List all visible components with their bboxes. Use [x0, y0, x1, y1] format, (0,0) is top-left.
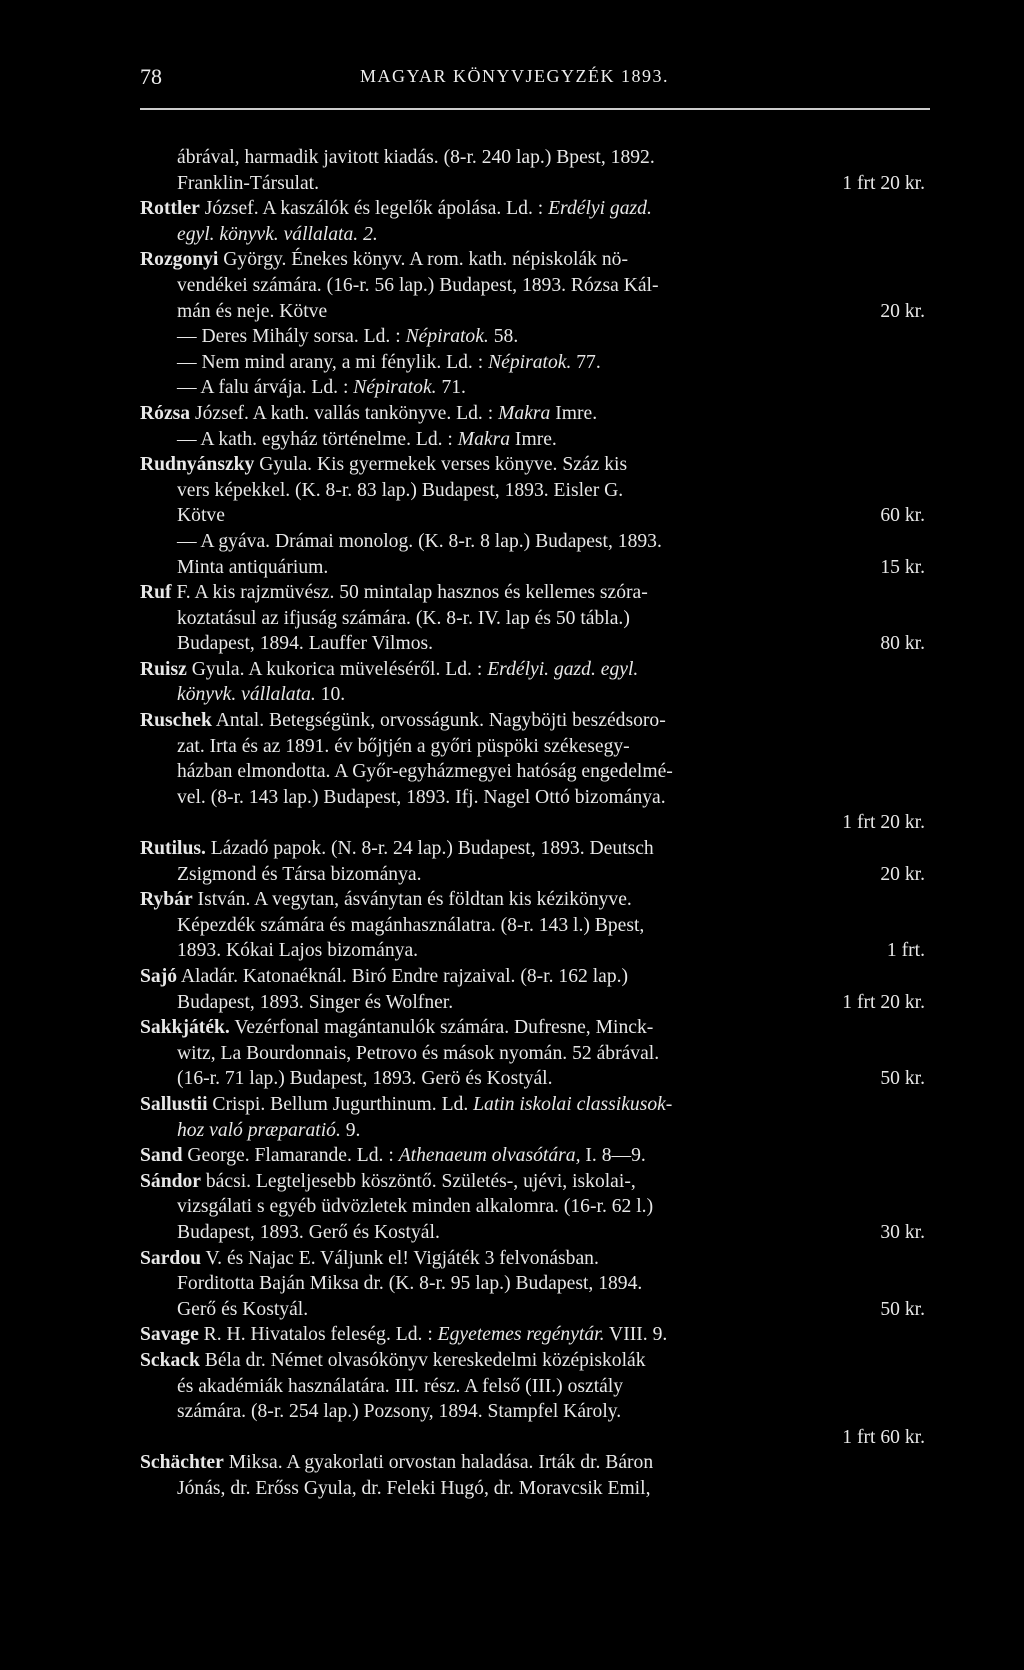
author-name: Rottler: [140, 198, 200, 220]
entry-text-tail: Imre.: [550, 402, 598, 424]
catalogue-line: [140, 964, 925, 990]
catalogue-line: [140, 1297, 925, 1323]
catalogue-line: [140, 1220, 925, 1246]
page-number: 78: [140, 64, 162, 89]
entry-text: Lázadó papok. (N. 8-r. 24 lap.) Budapest, 1893. Deutsch: [205, 838, 654, 860]
entry-text: Gyula. Kis gyermekek verses könyve. Száz kis: [254, 454, 628, 476]
catalogue-line: [140, 401, 925, 427]
entry-text: zat. Irta és az 1891. év bőjtjén a győri püspöki székesegy-: [177, 735, 630, 757]
entry-text-tail: Imre.: [510, 428, 557, 450]
catalogue-line: [140, 196, 925, 222]
entry-text: — Nem mind arany, a mi fénylik. Ld. :: [177, 351, 489, 373]
entry-text: Franklin-Társulat.: [177, 172, 320, 194]
entry-text: Vezérfonal magántanulók számára. Dufresne, Minck-: [229, 1017, 654, 1039]
author-name: Schächter: [140, 1452, 224, 1474]
author-name: Ruisz: [140, 658, 187, 680]
entry-text: George. Flamarande. Ld. :: [182, 1145, 399, 1167]
catalogue-line: [140, 1169, 925, 1195]
catalogue-line: [140, 324, 925, 350]
entry-text: Forditotta Baján Miksa dr. (K. 8-r. 95 lap.) Budapest, 1894.: [177, 1273, 643, 1295]
entry-text: Zsigmond és Társa bizománya.: [177, 863, 422, 885]
entry-text: Gyula. A kukorica müveléséről. Ld. :: [186, 658, 488, 680]
catalogue-line: [140, 171, 925, 197]
author-name: Sand: [140, 1145, 183, 1167]
entry-text: Képezdék számára és magánhasználatra. (8-r. 143 l.) Bpest,: [177, 914, 645, 936]
author-name: Rózsa: [140, 402, 191, 424]
catalogue-line: [140, 1041, 925, 1067]
series-reference: egyl. könyvk. vállalata. 2.: [177, 223, 378, 245]
catalogue-line: [140, 222, 925, 248]
entry-text: és akadémiák használatára. III. rész. A felső (III.) osztály: [177, 1375, 624, 1397]
author-name: Sándor: [140, 1170, 201, 1192]
entry-text: 1893. Kókai Lajos bizománya.: [177, 940, 419, 962]
entry-text: vizsgálati s egyéb üdvözletek minden alkalomra. (16-r. 62 l.): [177, 1196, 654, 1218]
catalogue-line: [140, 887, 925, 913]
entry-text-tail: 77.: [571, 351, 601, 373]
catalogue-line: [140, 299, 925, 325]
author-name: Sallustii: [140, 1093, 208, 1115]
entry-text: — Deres Mihály sorsa. Ld. :: [177, 326, 406, 348]
entry-text-tail: 10.: [315, 684, 346, 706]
entry-text: vel. (8-r. 143 lap.) Budapest, 1893. Ifj. Nagel Ottó bizománya.: [177, 786, 666, 808]
price: 1 frt 60 kr.: [842, 1426, 925, 1448]
catalogue-line: [140, 606, 925, 632]
catalogue-line: [140, 862, 925, 888]
catalogue-line: [140, 631, 925, 657]
catalogue-line: [140, 1450, 925, 1476]
catalogue-line: [140, 1194, 925, 1220]
entry-text: vers képekkel. (K. 8-r. 83 lap.) Budapest, 1893. Eisler G.: [177, 479, 624, 501]
catalogue-line: [140, 1425, 925, 1451]
author-name: Sckack: [140, 1349, 200, 1371]
catalogue-line: [140, 1143, 925, 1169]
price: 30 kr.: [880, 1221, 925, 1243]
catalogue-line: [140, 759, 925, 785]
entry-text: R. H. Hivatalos feleség. Ld. :: [198, 1324, 438, 1346]
entry-text: Minta antiquárium.: [177, 556, 329, 578]
entry-text: bácsi. Legteljesebb köszöntő. Születés-, ujévi, iskolai-,: [200, 1170, 636, 1192]
catalogue-line: [140, 478, 925, 504]
price: 1 frt.: [886, 940, 925, 962]
price: 1 frt 20 kr.: [842, 172, 925, 194]
entry-text: házban elmondotta. A Győr-egyházmegyei hatóság engedelmé-: [177, 761, 673, 783]
catalogue-line: [140, 1118, 925, 1144]
price: 20 kr.: [880, 300, 925, 322]
series-reference: Makra: [498, 402, 551, 424]
catalogue-line: [140, 555, 925, 581]
price: 80 kr.: [880, 633, 925, 655]
catalogue-line: [140, 1348, 925, 1374]
catalogue-line: [140, 1015, 925, 1041]
header-rule: [140, 108, 930, 110]
page-header: [140, 64, 920, 100]
entry-text: Budapest, 1893. Singer és Wolfner.: [177, 991, 454, 1013]
price: 20 kr.: [880, 863, 925, 885]
catalogue-line: [140, 1399, 925, 1425]
entry-text: Crispi. Bellum Jugurthinum. Ld.: [207, 1093, 474, 1115]
entry-text: — A falu árvája. Ld. :: [177, 377, 354, 399]
series-reference: Makra: [457, 428, 511, 450]
entry-text: Kötve: [177, 505, 225, 527]
entry-text: Miksa. A gyakorlati orvostan haladása. Irták dr. Báron: [223, 1452, 654, 1474]
catalogue-line: [140, 708, 925, 734]
catalogue-line: [140, 1322, 925, 1348]
series-reference: Athenaeum olvasótára,: [398, 1145, 581, 1167]
series-reference: Népiratok.: [353, 377, 437, 399]
series-reference: Egyetemes regénytár.: [437, 1324, 605, 1346]
catalogue-line: [140, 990, 925, 1016]
price: 1 frt 20 kr.: [842, 991, 925, 1013]
series-reference: Erdélyi. gazd. egyl.: [487, 658, 639, 680]
catalogue-line: [140, 529, 925, 555]
series-reference: Latin iskolai classikusok-: [473, 1093, 673, 1115]
catalogue-line: [140, 836, 925, 862]
catalogue-line: [140, 785, 925, 811]
entry-text: Budapest, 1893. Gerő és Kostyál.: [177, 1221, 440, 1243]
series-reference: hoz való præparatió.: [177, 1119, 341, 1141]
entry-text-tail: VIII. 9.: [604, 1324, 668, 1346]
author-name: Rudnyánszky: [140, 454, 255, 476]
catalogue-line: [140, 682, 925, 708]
price: 50 kr.: [880, 1298, 925, 1320]
catalogue-line: [140, 247, 925, 273]
author-name: Ruf: [140, 582, 172, 604]
catalogue-line: [140, 810, 925, 836]
author-name: Rybár: [140, 889, 193, 911]
entry-text: Béla dr. Német olvasókönyv kereskedelmi középiskolák: [199, 1349, 646, 1371]
author-name: Rozgonyi: [140, 249, 219, 271]
series-reference: Erdélyi gazd.: [548, 198, 652, 220]
entry-text: József. A kath. vallás tankönyve. Ld. :: [190, 402, 499, 424]
entry-text: F. A kis rajzmüvész. 50 mintalap hasznos és kellemes szóra-: [171, 582, 648, 604]
entry-text: Budapest, 1894. Lauffer Vilmos.: [177, 633, 434, 655]
entry-text: witz, La Bourdonnais, Petrovo és mások nyomán. 52 ábrával.: [177, 1042, 660, 1064]
entry-text: Gerő és Kostyál.: [177, 1298, 309, 1320]
catalogue-line: [140, 1476, 925, 1502]
catalogue-entries: [140, 145, 925, 1501]
catalogue-line: [140, 452, 925, 478]
entry-text: Antal. Betegségünk, orvosságunk. Nagyböjti beszédsoro-: [211, 710, 666, 732]
entry-text: V. és Najac E. Váljunk el! Vigjáték 3 felvonásban.: [200, 1247, 599, 1269]
entry-text: — A gyáva. Drámai monolog. (K. 8-r. 8 lap.) Budapest, 1893.: [177, 530, 662, 552]
series-reference: Népiratok.: [488, 351, 572, 373]
entry-text: József. A kaszálók és legelők ápolása. Ld. :: [199, 198, 549, 220]
entry-text: koztatásul az ifjuság számára. (K. 8-r. IV. lap és 50 tábla.): [177, 607, 630, 629]
catalogue-line: [140, 938, 925, 964]
series-reference: könyvk. vállalata.: [177, 684, 316, 706]
entry-text-tail: 9.: [340, 1119, 361, 1141]
price: 50 kr.: [880, 1068, 925, 1090]
catalogue-line: [140, 1246, 925, 1272]
entry-text: — A kath. egyház történelme. Ld. :: [177, 428, 458, 450]
catalogue-line: [140, 375, 925, 401]
entry-text: vendékei számára. (16-r. 56 lap.) Budapest, 1893. Rózsa Kál-: [177, 274, 659, 296]
price: 60 kr.: [880, 505, 925, 527]
entry-text: ábrával, harmadik javitott kiadás. (8-r. 240 lap.) Bpest, 1892.: [177, 147, 655, 168]
entry-text: mán és neje. Kötve: [177, 300, 328, 322]
author-name: Rutilus.: [140, 838, 206, 860]
author-name: Sajó: [140, 966, 178, 987]
catalogue-line: [140, 350, 925, 376]
entry-text: György. Énekes könyv. A rom. kath. népiskolák nö-: [218, 249, 628, 271]
series-reference: Népiratok.: [405, 326, 489, 348]
catalogue-line: [140, 427, 925, 453]
author-name: Sakkjáték.: [140, 1017, 230, 1039]
catalogue-line: [140, 1066, 925, 1092]
entry-text-tail: 58.: [488, 326, 519, 348]
catalogue-line: [140, 913, 925, 939]
catalogue-line: [140, 1092, 925, 1118]
catalogue-line: [140, 580, 925, 606]
entry-text-tail: I. 8—9.: [580, 1145, 646, 1167]
entry-text: Jónás, dr. Erőss Gyula, dr. Feleki Hugó, dr. Moravcsik Emil,: [177, 1477, 651, 1499]
author-name: Ruschek: [140, 710, 212, 732]
catalogue-line: [140, 1271, 925, 1297]
author-name: Sardou: [140, 1247, 201, 1269]
price: 15 kr.: [880, 556, 925, 578]
running-title: MAGYAR KÖNYVJEGYZÉK 1893.: [360, 66, 669, 86]
entry-text: számára. (8-r. 254 lap.) Pozsony, 1894. Stampfel Károly.: [177, 1401, 622, 1423]
entry-text-tail: 71.: [436, 377, 466, 399]
price: 1 frt 20 kr.: [842, 812, 925, 834]
catalogue-line: [140, 734, 925, 760]
entry-text: István. A vegytan, ásványtan és földtan kis kézikönyve.: [192, 889, 632, 911]
catalogue-line: [140, 1374, 925, 1400]
catalogue-line: [140, 657, 925, 683]
entry-text: Aladár. Katonaéknál. Biró Endre rajzaival. (8-r. 162 lap.): [177, 966, 629, 987]
author-name: Savage: [140, 1324, 199, 1346]
entry-text: (16-r. 71 lap.) Budapest, 1893. Gerö és Kostyál.: [177, 1068, 553, 1090]
catalogue-line: [140, 145, 925, 171]
catalogue-line: [140, 273, 925, 299]
catalogue-line: [140, 503, 925, 529]
